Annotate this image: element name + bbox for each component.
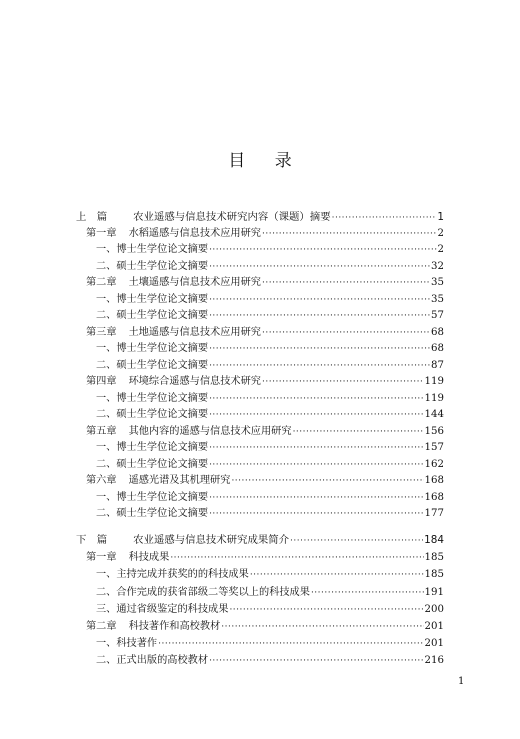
toc-chapter-title: 环境综合遥感与信息技术研究 bbox=[128, 376, 261, 387]
toc-section-page: 32 bbox=[431, 260, 444, 272]
toc-section-row bbox=[96, 259, 444, 276]
toc-chapter-title: 科技著作和高校教材 bbox=[128, 620, 221, 632]
toc-section-row bbox=[96, 635, 444, 652]
toc-section-row bbox=[96, 292, 444, 309]
toc-part-number: 上 篇 bbox=[76, 211, 108, 223]
dot-leader bbox=[209, 292, 430, 309]
toc-chapter-page: 68 bbox=[431, 326, 444, 338]
toc-section-row bbox=[96, 308, 444, 325]
toc-section-page: 201 bbox=[424, 638, 444, 650]
toc-section-title: 一、博士生学位论文摘要 bbox=[96, 244, 209, 255]
toc-part-lower bbox=[0, 532, 520, 670]
toc-section-row bbox=[96, 601, 444, 618]
toc-section-row bbox=[96, 341, 444, 358]
toc-section-page: 68 bbox=[431, 343, 444, 354]
dot-leader bbox=[262, 275, 430, 292]
toc-section-title: 一、博士生学位论文摘要 bbox=[96, 343, 209, 354]
dot-leader bbox=[209, 341, 430, 358]
toc-section-page: 144 bbox=[424, 409, 444, 420]
dot-leader bbox=[170, 550, 423, 567]
toc-section-title: 一、博士生学位论文摘要 bbox=[96, 442, 209, 453]
toc-section-page: 191 bbox=[424, 586, 444, 598]
toc-part-title: 农业遥感与信息技术研究成果简介 bbox=[133, 534, 290, 546]
toc-section-title: 二、硕士生学位论文摘要 bbox=[96, 409, 209, 420]
toc-chapter-row bbox=[86, 325, 444, 342]
dot-leader bbox=[209, 242, 436, 259]
toc-chapter-page: 35 bbox=[431, 277, 444, 288]
toc-chapter-number: 第一章 bbox=[86, 552, 117, 564]
toc-chapter-number: 第二章 bbox=[86, 620, 117, 632]
dot-leader bbox=[209, 391, 423, 408]
dot-leader bbox=[262, 374, 424, 391]
dot-leader bbox=[158, 636, 423, 653]
toc-section-row bbox=[96, 391, 444, 408]
page-number: 1 bbox=[458, 676, 465, 687]
toc-chapter-page: 168 bbox=[424, 475, 444, 486]
toc-chapter-number: 第一章 bbox=[86, 227, 117, 239]
toc-section-title: 二、硕士生学位论文摘要 bbox=[96, 508, 209, 519]
toc-chapter-row bbox=[86, 618, 444, 635]
toc-section-title: 二、硕士生学位论文摘要 bbox=[96, 359, 209, 371]
toc-section-page: 168 bbox=[424, 491, 444, 503]
dot-leader bbox=[311, 585, 424, 602]
toc-section-page: 216 bbox=[424, 655, 444, 667]
toc-part-row bbox=[76, 532, 444, 549]
toc-section-row bbox=[96, 242, 444, 259]
toc-section-row bbox=[96, 407, 444, 424]
toc-section-title: 二、硕士生学位论文摘要 bbox=[96, 260, 209, 272]
dot-leader bbox=[221, 619, 423, 636]
dot-leader bbox=[332, 210, 437, 227]
dot-leader bbox=[209, 440, 423, 457]
toc-section-title: 一、主持完成并获奖的的科技成果 bbox=[96, 569, 249, 581]
dot-leader bbox=[262, 226, 437, 243]
dot-leader bbox=[209, 259, 430, 276]
toc-chapter-title: 土壤遥感与信息技术应用研究 bbox=[128, 277, 261, 288]
toc-section-page: 200 bbox=[424, 603, 444, 615]
dot-leader bbox=[209, 653, 423, 670]
toc-chapter-page: 185 bbox=[424, 552, 444, 564]
dot-leader bbox=[290, 533, 423, 550]
toc-section-page: 185 bbox=[424, 569, 444, 581]
toc-section-title: 二、合作完成的获省部级二等奖以上的科技成果 bbox=[96, 586, 310, 598]
toc-section-row bbox=[96, 506, 444, 523]
dot-leader bbox=[209, 490, 423, 507]
toc-section-page: 119 bbox=[424, 392, 444, 404]
dot-leader bbox=[250, 567, 424, 584]
toc-section-row bbox=[96, 490, 444, 507]
toc-section-page: 87 bbox=[431, 359, 444, 371]
toc-section-row bbox=[96, 584, 444, 601]
toc-chapter-title: 土地遥感与信息技术应用研究 bbox=[128, 326, 261, 338]
dot-leader bbox=[262, 325, 430, 342]
toc-chapter-row bbox=[86, 374, 444, 391]
toc-part-row bbox=[76, 209, 444, 226]
toc-part-number: 下 篇 bbox=[76, 534, 108, 546]
toc-section-row bbox=[96, 457, 444, 474]
toc-section-page: 57 bbox=[431, 310, 444, 321]
toc-chapter-row bbox=[86, 275, 444, 292]
page-title: 目 录 bbox=[228, 151, 304, 171]
toc-section-title: 二、硕士生学位论文摘要 bbox=[96, 310, 209, 321]
toc-section-row bbox=[96, 652, 444, 669]
toc-section-title: 二、硕士生学位论文摘要 bbox=[96, 458, 209, 470]
dot-leader bbox=[229, 602, 423, 619]
toc-section-page: 177 bbox=[424, 508, 444, 519]
toc-section-row bbox=[96, 440, 444, 457]
toc-chapter-row bbox=[86, 473, 444, 490]
toc-chapter-title: 科技成果 bbox=[128, 552, 170, 564]
toc-section-title: 一、科技著作 bbox=[96, 638, 158, 650]
dot-leader bbox=[293, 424, 424, 441]
dot-leader bbox=[209, 308, 430, 325]
dot-leader bbox=[209, 506, 423, 523]
dot-leader bbox=[209, 407, 423, 424]
toc-chapter-title: 水稻遥感与信息技术应用研究 bbox=[128, 227, 261, 239]
toc-section-page: 157 bbox=[424, 442, 444, 453]
toc-chapter-row bbox=[86, 549, 444, 566]
toc-chapter-number: 第二章 bbox=[86, 277, 117, 288]
toc-section-page: 2 bbox=[437, 244, 444, 255]
toc-section-title: 一、博士生学位论文摘要 bbox=[96, 392, 209, 404]
toc-section-title: 一、博士生学位论文摘要 bbox=[96, 491, 209, 503]
toc-chapter-page: 2 bbox=[437, 227, 444, 239]
toc-section-row bbox=[96, 358, 444, 375]
toc-chapter-number: 第三章 bbox=[86, 326, 117, 338]
dot-leader bbox=[231, 473, 423, 490]
toc-part-page: 1 bbox=[437, 211, 444, 223]
toc-part-page: 184 bbox=[424, 534, 444, 546]
toc-chapter-page: 201 bbox=[424, 620, 444, 632]
toc-chapter-number: 第五章 bbox=[86, 425, 117, 437]
toc-section-title: 一、博士生学位论文摘要 bbox=[96, 293, 209, 305]
toc-chapter-number: 第四章 bbox=[86, 376, 117, 387]
toc-chapter-row bbox=[86, 424, 444, 441]
toc-chapter-page: 156 bbox=[424, 425, 444, 437]
toc-part-upper bbox=[0, 209, 520, 523]
toc-chapter-page: 119 bbox=[424, 376, 444, 387]
toc-chapter-title: 遥感光谱及其机理研究 bbox=[128, 475, 231, 486]
toc-section-title: 三、通过省级鉴定的科技成果 bbox=[96, 603, 229, 615]
toc-section-page: 162 bbox=[424, 458, 444, 470]
toc-section-page: 35 bbox=[431, 293, 444, 305]
toc-chapter-title: 其他内容的遥感与信息技术应用研究 bbox=[128, 425, 292, 437]
toc-section-title: 二、正式出版的高校教材 bbox=[96, 655, 209, 667]
toc-section-row bbox=[96, 566, 444, 583]
dot-leader bbox=[209, 457, 423, 474]
dot-leader bbox=[209, 358, 430, 375]
toc-chapter-number: 第六章 bbox=[86, 475, 117, 486]
toc-chapter-row bbox=[86, 226, 444, 243]
toc-part-title: 农业遥感与信息技术研究内容（课题）摘要 bbox=[133, 211, 331, 223]
